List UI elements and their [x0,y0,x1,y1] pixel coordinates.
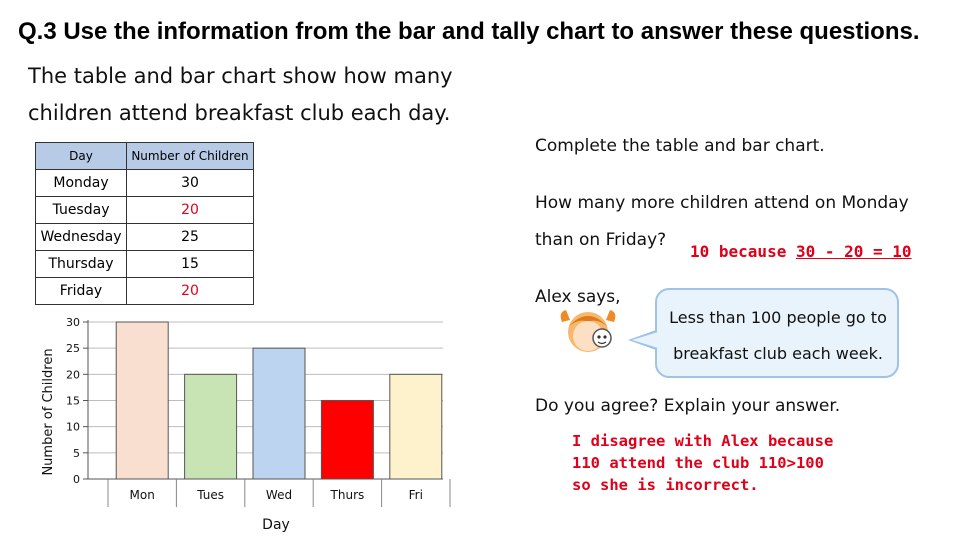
chart-x-axis-label: Day [262,517,290,533]
alex-says-label: Alex says, [535,287,621,307]
speech-bubble-line-1: Less than 100 people go to [669,308,887,327]
table-header-row [36,143,254,170]
intro-line-2: children attend breakfast club each day. [28,101,451,125]
question-agree: Do you agree? Explain your answer. [535,396,841,416]
chart-x-tick-label: Tues [197,488,224,502]
table-header-number: Number of Children [127,143,254,170]
speech-bubble-text [668,300,888,372]
chart-y-tick-label: 20 [66,368,80,382]
table-row [36,251,254,278]
chart-y-tick-label: 5 [73,446,80,460]
table-row [36,170,254,197]
question-title: Q.3 Use the information from the bar and tally chart to answer these questions. [18,18,920,45]
chart-y-tick-label: 0 [73,473,80,486]
speech-bubble-line-2: breakfast club each week. [673,344,883,363]
chart-y-ticks [66,316,88,486]
table-cell-value-answer: 20 [127,278,254,305]
chart-x-tick-label: Wed [265,488,293,502]
chart-y-tick-label: 25 [66,342,80,356]
chart-y-tick-label: 15 [66,394,80,408]
chart-y-axis-label: Number of Children [41,348,56,476]
chart-bar-thurs [321,401,373,480]
chart-y-tick-label: 30 [66,316,80,329]
chart-bars [116,322,442,479]
answer-agree-line-1: I disagree with Alex because [572,432,834,450]
answer-agree-line-3: so she is incorrect. [572,476,759,494]
question-how-many-line-1: How many more children attend on Monday [535,193,909,213]
chart-x-tick-label: Mon [129,488,155,502]
answer-how-many [690,242,912,261]
table-cell-value: 25 [127,224,254,251]
table-cell-day: Monday [36,170,127,197]
answer-how-many-prefix: 10 because [690,242,796,261]
question-complete: Complete the table and bar chart. [535,136,825,156]
question-how-many-line-2: than on Friday? [535,230,667,250]
table-cell-day: Friday [36,278,127,305]
children-table [35,142,254,305]
table-cell-day: Thursday [36,251,127,278]
chart-y-tick-label: 10 [66,420,80,434]
table-cell-value: 30 [127,170,254,197]
table-cell-value: 15 [127,251,254,278]
speech-bubble-tail-inner [632,332,658,348]
chart-bar-fri [390,374,442,479]
chart-x-ticks [108,479,450,507]
chart-bar-mon [116,322,168,479]
answer-agree-line-2: 110 attend the club 110>100 [572,454,824,472]
table-header-day: Day [36,143,127,170]
table-row [36,224,254,251]
chart-x-tick-label: Thurs [330,488,365,502]
table-row [36,197,254,224]
table-cell-day: Tuesday [36,197,127,224]
intro-line-1: The table and bar chart show how many [28,64,453,88]
answer-how-many-equation: 30 - 20 = 10 [795,242,912,261]
alex-avatar-icon [556,302,620,362]
table-cell-value-answer: 20 [127,197,254,224]
chart-bar-wed [253,348,305,479]
bar-chart [0,300,470,548]
answer-agree [572,430,833,496]
table-cell-day: Wednesday [36,224,127,251]
chart-x-tick-label: Fri [408,488,423,502]
chart-bar-tues [185,374,237,479]
